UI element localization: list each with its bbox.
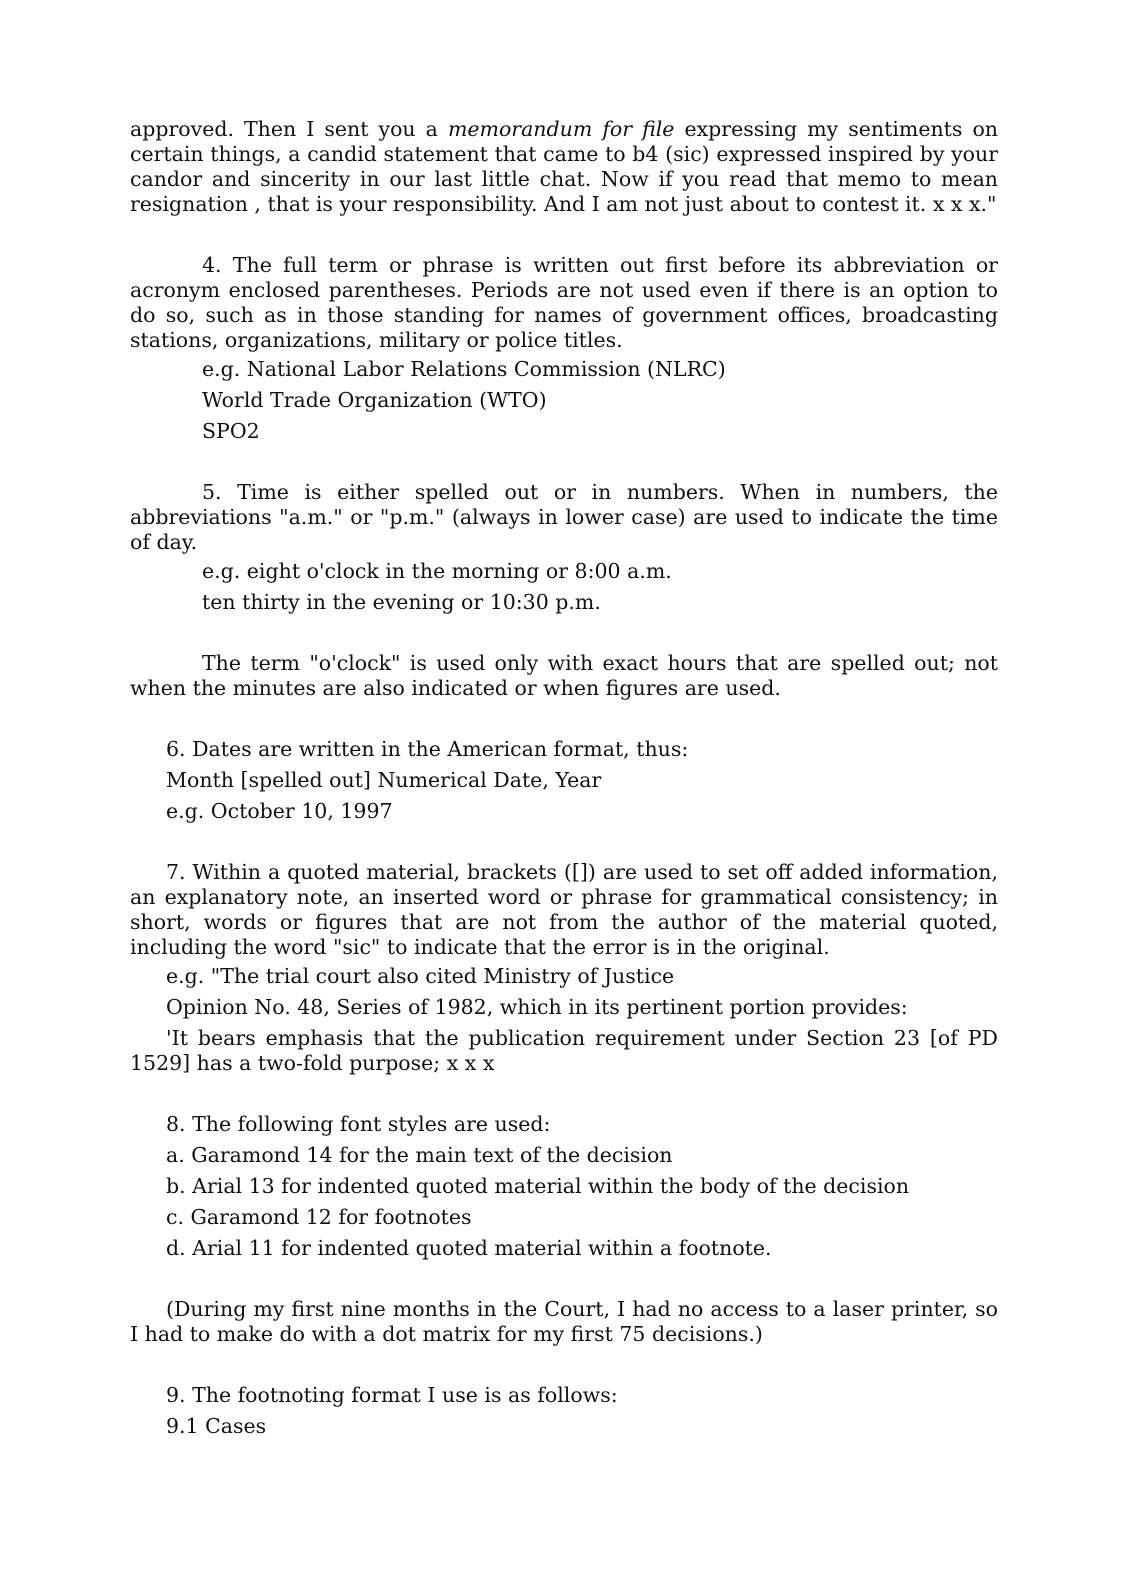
section-8-item-d: d. Arial 11 for indented quoted material within a footnote. — [166, 1236, 772, 1260]
intro-emphasis: memorandum for file — [447, 117, 675, 141]
section-7-paragraph: 7. Within a quoted material, brackets ([]) are used to set off added information, an explanatory note, an inserted word or phrase for grammatical consistency; in short, words or figures that are not from the author of the material quoted, including the word "sic" to indicate that the error is in the original. — [130, 860, 998, 959]
intro-text-start: approved. Then I sent you a — [130, 117, 448, 141]
section-8-paragraph: 8. The following font styles are used: — [166, 1112, 551, 1136]
section-5-example-1: e.g. eight o'clock in the morning or 8:00 a.m. — [202, 559, 672, 583]
section-5-example-2: ten thirty in the evening or 10:30 p.m. — [202, 590, 601, 614]
section-9-paragraph: 9. The footnoting format I use is as follows: — [166, 1383, 618, 1407]
section-8-item-a: a. Garamond 14 for the main text of the decision — [166, 1143, 673, 1167]
section-5-paragraph: 5. Time is either spelled out or in numbers. When in numbers, the abbreviations "a.m." or "p.m." (always in lower case) are used to indicate the time of day. — [130, 480, 998, 554]
section-4-paragraph: 4. The full term or phrase is written out first before its abbreviation or acronym enclosed parentheses. Periods are not used even if there is an option to do so, such as in those standing for names of government offices, broadcasting stations, organizations, military or police titles. — [130, 253, 998, 352]
intro-text-end: expressing my sentiments on certain things, a candid statement that came to b4 (sic) expressed inspired by your candor and sincerity in our last little chat. Now if you read that memo to mean resignation , that is your responsibility. And I am not just about to contest it. x x x." — [130, 117, 999, 216]
section-9-subheading: 9.1 Cases — [166, 1414, 267, 1438]
section-4-example-1: e.g. National Labor Relations Commission (NLRC) — [202, 357, 726, 381]
section-7-example-2: Opinion No. 48, Series of 1982, which in its pertinent portion provides: — [166, 995, 908, 1019]
section-6-paragraph: 6. Dates are written in the American format, thus: — [166, 737, 689, 761]
intro-paragraph — [130, 117, 998, 217]
section-6-line-1: Month [spelled out] Numerical Date, Year — [166, 768, 602, 792]
section-7-example-3: 'It bears emphasis that the publication requirement under Section 23 [of PD 1529] has a two-fold purpose; x x x — [130, 1026, 998, 1075]
section-5-note: The term "o'clock" is used only with exact hours that are spelled out; not when the minutes are also indicated or when figures are used. — [130, 651, 998, 700]
section-7-example-1: e.g. "The trial court also cited Ministry of Justice — [166, 964, 675, 988]
section-8-item-c: c. Garamond 12 for footnotes — [166, 1205, 472, 1229]
section-4-example-3: SPO2 — [202, 419, 260, 443]
section-4-example-2: World Trade Organization (WTO) — [202, 388, 547, 412]
section-8-item-b: b. Arial 13 for indented quoted material within the body of the decision — [166, 1174, 910, 1198]
section-8-note: (During my first nine months in the Court, I had no access to a laser printer, so I had to make do with a dot matrix for my first 75 decisions.) — [130, 1297, 998, 1346]
section-6-line-2: e.g. October 10, 1997 — [166, 799, 393, 823]
